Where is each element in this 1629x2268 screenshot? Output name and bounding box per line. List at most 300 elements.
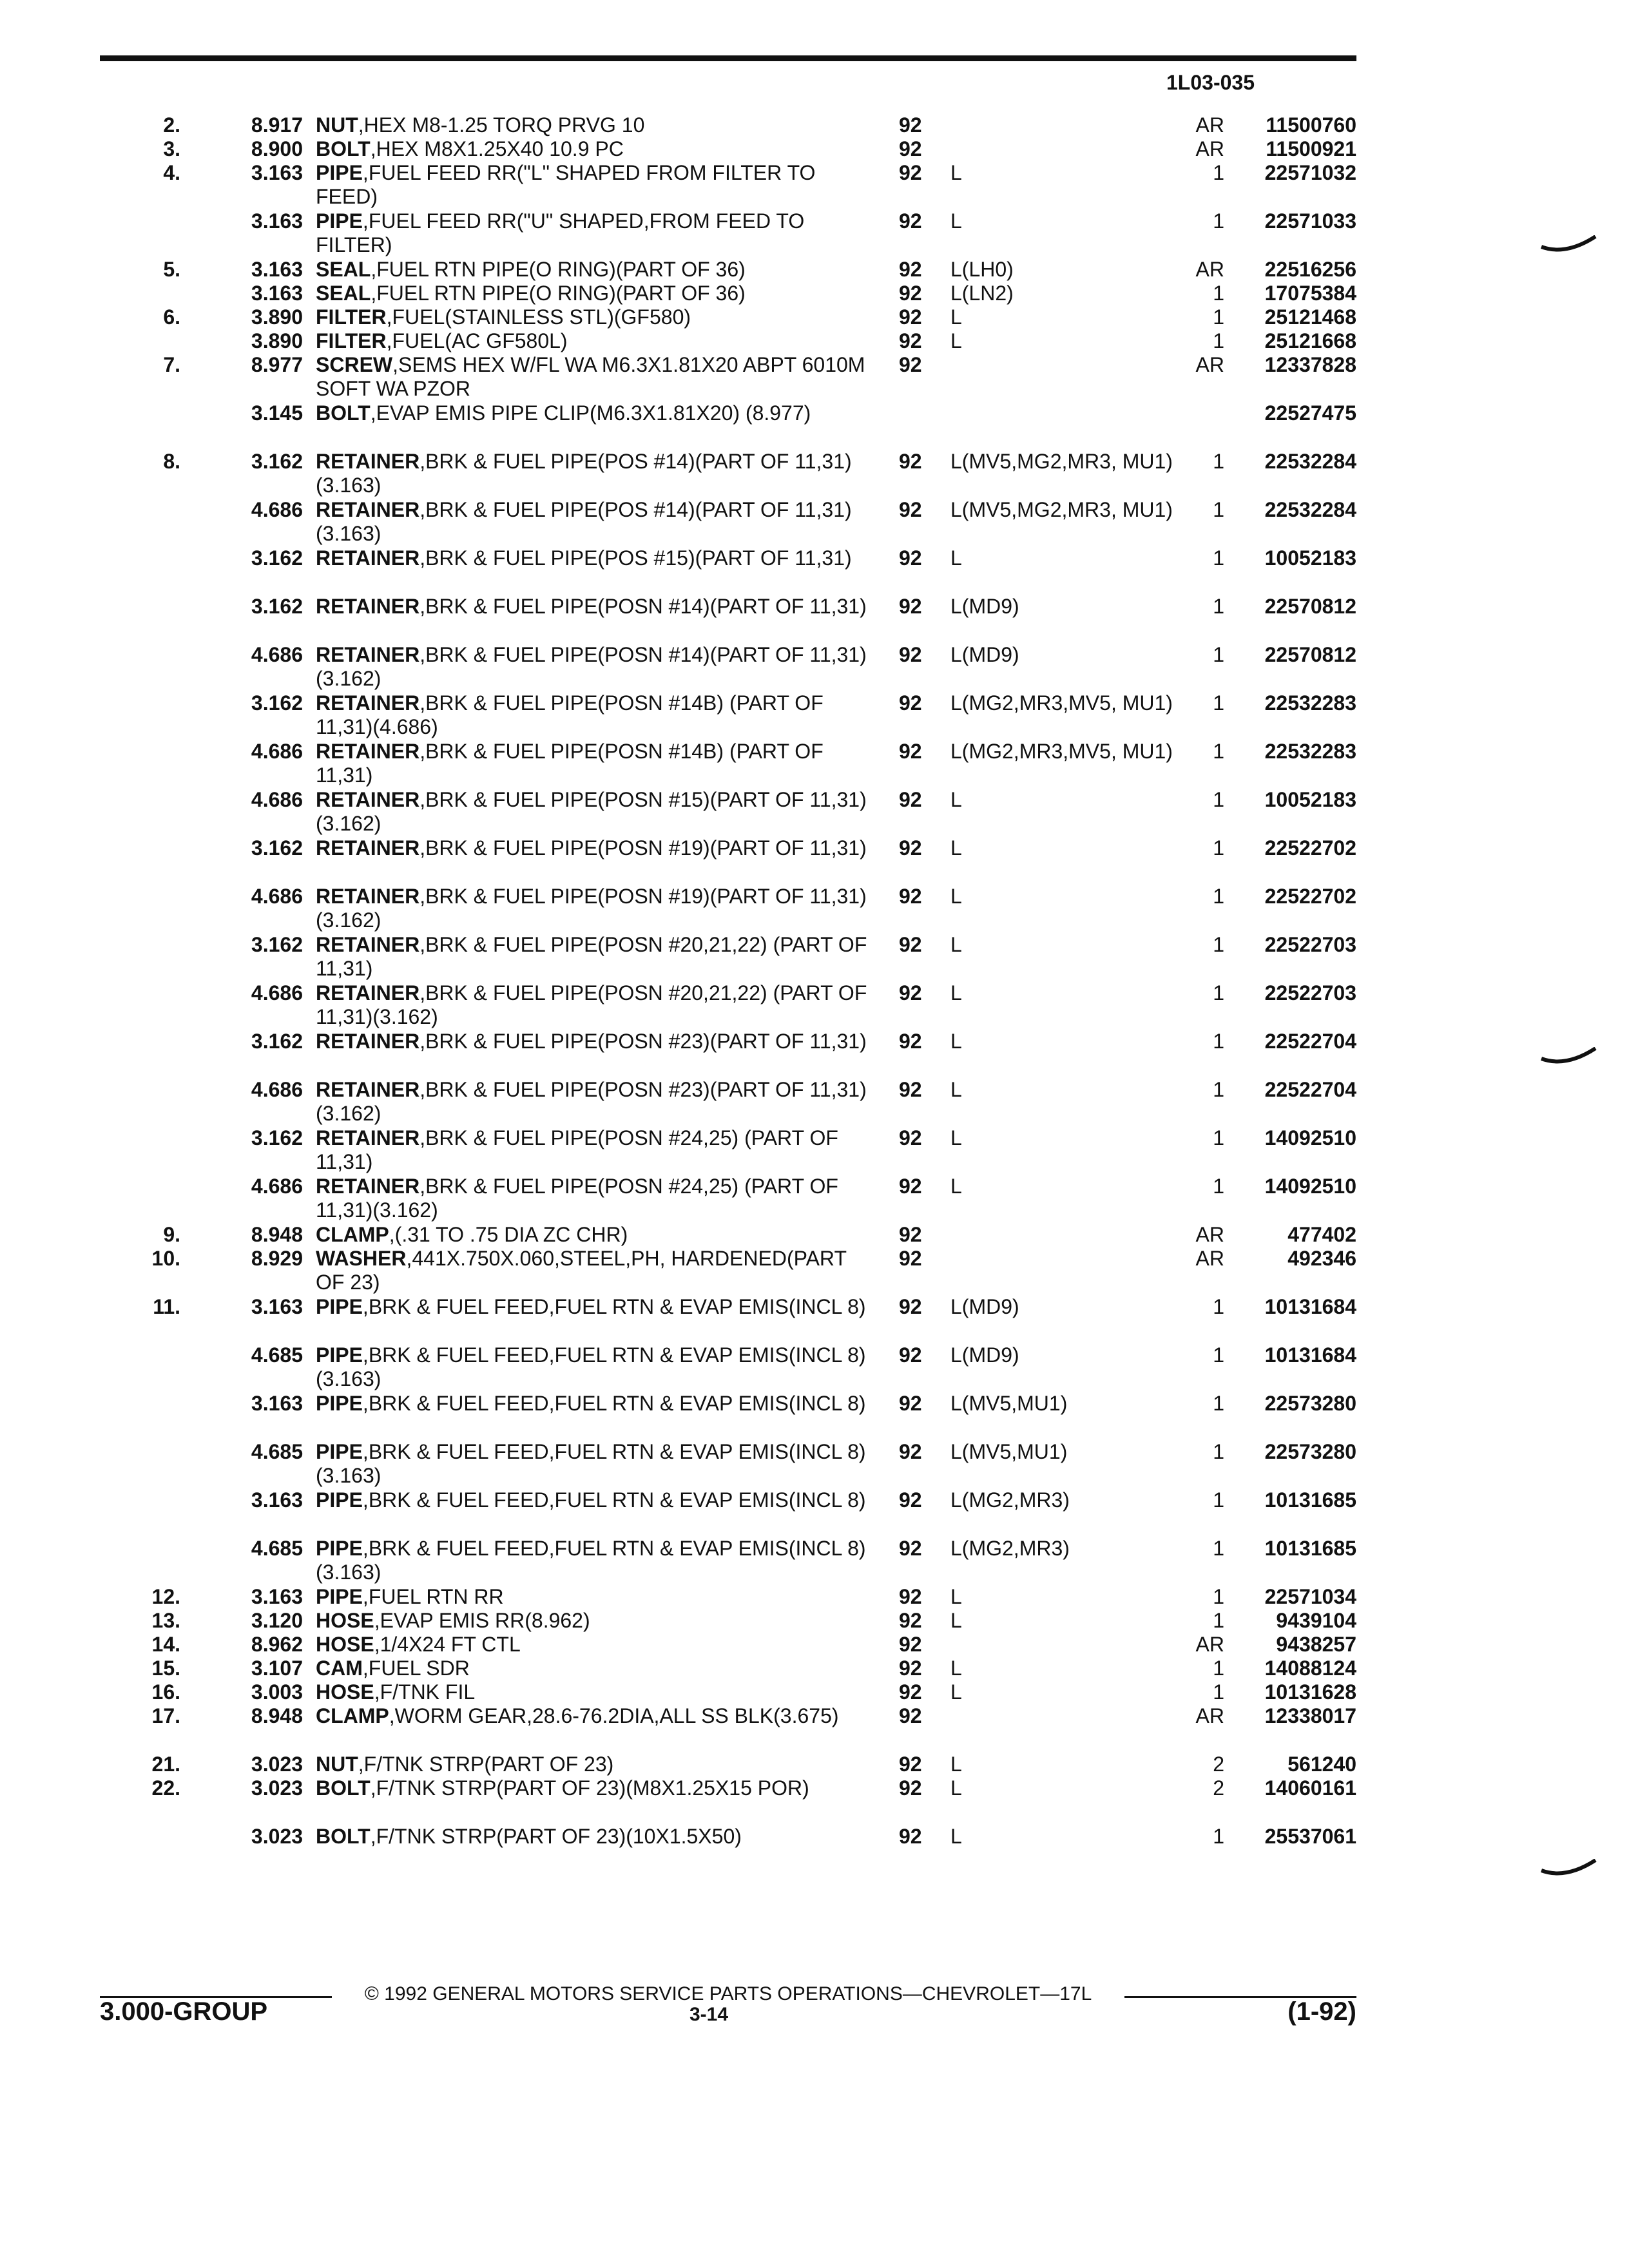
part-name: WASHER (316, 1247, 407, 1270)
model-year: 92 (899, 1680, 922, 1704)
part-number: 22570812 (1264, 643, 1356, 666)
part-detail: ,FUEL(AC GF580L) (386, 329, 568, 352)
quantity: 1 (1213, 643, 1224, 666)
quantity: 1 (1213, 282, 1224, 305)
page-code: 1L03-035 (1166, 71, 1255, 94)
part-name: PIPE (316, 1343, 363, 1367)
quantity: 1 (1213, 1825, 1224, 1848)
group-number: 3.107 (251, 1657, 303, 1680)
part-number: 10052183 (1264, 546, 1356, 570)
quantity: 1 (1213, 546, 1224, 570)
usage-code: L(MV5,MG2,MR3, MU1) (950, 450, 1173, 473)
quantity: 1 (1213, 498, 1224, 521)
part-number: 22532283 (1264, 691, 1356, 715)
part-number: 22522704 (1264, 1030, 1356, 1053)
model-year: 92 (899, 1825, 922, 1848)
usage-code: L(MV5,MU1) (950, 1440, 1068, 1463)
part-name: NUT (316, 113, 358, 137)
group-number: 4.686 (251, 740, 303, 763)
table-row (0, 885, 1629, 933)
model-year: 92 (899, 546, 922, 570)
binder-hole-mark-icon (1540, 1047, 1598, 1073)
part-number: 12338017 (1264, 1704, 1356, 1727)
table-row (0, 1633, 1629, 1657)
group-number: 8.900 (251, 137, 303, 160)
part-number: 22532284 (1264, 498, 1356, 521)
table-row (0, 836, 1629, 885)
part-detail: ,BRK & FUEL FEED,FUEL RTN & EVAP EMIS(INCL 8)(3.163) (316, 1440, 866, 1487)
group-number: 8.977 (251, 353, 303, 376)
part-detail: ,BRK & FUEL PIPE(POS #14)(PART OF 11,31)(3.163) (316, 450, 852, 497)
group-label: 3.000-GROUP (100, 1997, 268, 2026)
part-detail: ,FUEL(STAINLESS STL)(GF580) (386, 305, 691, 329)
model-year: 92 (899, 1585, 922, 1608)
usage-code: L (950, 1609, 962, 1632)
part-name: PIPE (316, 1295, 363, 1318)
part-detail: ,FUEL FEED RR("U" SHAPED,FROM FEED TO FILTER) (316, 209, 805, 256)
table-row (0, 401, 1629, 450)
model-year: 92 (899, 1175, 922, 1198)
model-year: 92 (899, 1440, 922, 1463)
part-name: RETAINER (316, 498, 420, 521)
top-rule (100, 55, 1356, 61)
group-number: 3.023 (251, 1776, 303, 1800)
group-number: 3.163 (251, 209, 303, 233)
model-year: 92 (899, 282, 922, 305)
quantity: 1 (1213, 1175, 1224, 1198)
quantity: AR (1195, 258, 1224, 281)
usage-code: L (950, 1078, 962, 1101)
part-detail: ,HEX M8-1.25 TORQ PRVG 10 (358, 113, 645, 137)
part-detail: ,BRK & FUEL PIPE(POSN #14)(PART OF 11,31) (419, 595, 867, 618)
table-row (0, 1295, 1629, 1343)
model-year: 92 (899, 353, 922, 376)
group-number: 3.162 (251, 933, 303, 956)
part-name: SCREW (316, 353, 393, 376)
part-description (316, 1175, 870, 1222)
part-name: BOLT (316, 1776, 371, 1800)
table-row (0, 1776, 1629, 1825)
group-number: 3.145 (251, 401, 303, 425)
part-detail: ,BRK & FUEL PIPE(POS #14)(PART OF 11,31)(3.163) (316, 498, 852, 545)
part-description (316, 643, 870, 691)
group-number: 3.163 (251, 1392, 303, 1415)
part-description (316, 450, 870, 497)
group-number: 8.948 (251, 1223, 303, 1246)
part-detail: ,F/TNK STRP(PART OF 23)(M8X1.25X15 POR) (370, 1776, 809, 1800)
quantity: 1 (1213, 885, 1224, 908)
group-number: 3.023 (251, 1753, 303, 1776)
part-name: HOSE (316, 1680, 374, 1704)
part-description (316, 885, 870, 932)
part-number: 14060161 (1264, 1776, 1356, 1800)
part-description (316, 1753, 870, 1776)
model-year: 92 (899, 1223, 922, 1246)
usage-code: L (950, 209, 962, 233)
part-description (316, 1392, 870, 1416)
table-row (0, 450, 1629, 498)
table-row (0, 546, 1629, 595)
usage-code: L (950, 1030, 962, 1053)
part-detail: ,BRK & FUEL PIPE(POSN #19)(PART OF 11,31)(3.162) (316, 885, 867, 932)
part-detail: ,BRK & FUEL FEED,FUEL RTN & EVAP EMIS(INCL 8)(3.163) (316, 1343, 866, 1390)
model-year: 92 (899, 1126, 922, 1149)
part-number: 25537061 (1264, 1825, 1356, 1848)
part-detail: ,F/TNK STRP(PART OF 23) (358, 1753, 614, 1776)
quantity: 1 (1213, 740, 1224, 763)
part-number: 22571034 (1264, 1585, 1356, 1608)
model-year: 92 (899, 305, 922, 329)
part-detail: ,(.31 TO .75 DIA ZC CHR) (389, 1223, 628, 1246)
quantity: 1 (1213, 1030, 1224, 1053)
part-number: 22522703 (1264, 981, 1356, 1004)
part-number: 25121468 (1264, 305, 1356, 329)
table-row (0, 1537, 1629, 1585)
part-detail: ,BRK & FUEL PIPE(POSN #23)(PART OF 11,31) (419, 1030, 867, 1053)
part-description (316, 161, 870, 209)
part-description (316, 740, 870, 787)
group-number: 4.685 (251, 1343, 303, 1367)
part-name: RETAINER (316, 1078, 420, 1101)
usage-code: L(MD9) (950, 1295, 1019, 1318)
item-number: 8. (163, 450, 180, 473)
model-year: 92 (899, 1488, 922, 1512)
part-detail: ,F/TNK FIL (374, 1680, 476, 1704)
part-detail: ,BRK & FUEL PIPE(POSN #14)(PART OF 11,31)(3.162) (316, 643, 867, 690)
part-description (316, 1585, 870, 1609)
page-number: 3-14 (689, 2004, 729, 2025)
usage-code: L(MD9) (950, 1343, 1019, 1367)
group-number: 3.163 (251, 1488, 303, 1512)
group-number: 4.686 (251, 643, 303, 666)
part-name: RETAINER (316, 1126, 420, 1149)
group-number: 3.162 (251, 450, 303, 473)
part-number: 22522702 (1264, 885, 1356, 908)
item-number: 13. (151, 1609, 180, 1632)
item-number: 11. (153, 1295, 180, 1318)
group-number: 4.686 (251, 885, 303, 908)
copyright-notice: © 1992 GENERAL MOTORS SERVICE PARTS OPERATIONS—CHEVROLET—17L (364, 1983, 1092, 2004)
part-description (316, 401, 870, 425)
part-name: RETAINER (316, 643, 420, 666)
table-row (0, 1126, 1629, 1175)
part-detail: ,WORM GEAR,28.6-76.2DIA,ALL SS BLK(3.675) (389, 1704, 839, 1727)
part-name: RETAINER (316, 546, 420, 570)
part-number: 22527475 (1264, 401, 1356, 425)
model-year: 92 (899, 258, 922, 281)
table-row (0, 329, 1629, 353)
part-number: 10052183 (1264, 788, 1356, 811)
part-description (316, 1295, 870, 1319)
group-number: 4.686 (251, 1078, 303, 1101)
usage-code: L (950, 329, 962, 352)
model-year: 92 (899, 1609, 922, 1632)
part-description (316, 137, 870, 161)
part-description (316, 498, 870, 546)
part-description (316, 546, 870, 570)
part-name: NUT (316, 1753, 358, 1776)
revision-date: (1-92) (1287, 1997, 1356, 2026)
part-description (316, 113, 870, 137)
quantity: 1 (1213, 329, 1224, 352)
item-number: 7. (163, 353, 180, 376)
part-number: 561240 (1287, 1753, 1356, 1776)
part-number: 14088124 (1264, 1657, 1356, 1680)
usage-code: L (950, 1585, 962, 1608)
part-detail: ,F/TNK STRP(PART OF 23)(10X1.5X50) (370, 1825, 742, 1848)
part-number: 477402 (1287, 1223, 1356, 1246)
part-description (316, 981, 870, 1029)
usage-code: L(MG2,MR3,MV5, MU1) (950, 740, 1173, 763)
usage-code: L(MG2,MR3) (950, 1537, 1070, 1560)
usage-code: L (950, 1776, 962, 1800)
model-year: 92 (899, 1704, 922, 1727)
usage-code: L(MD9) (950, 643, 1019, 666)
table-row (0, 933, 1629, 981)
part-description (316, 1825, 870, 1849)
model-year: 92 (899, 788, 922, 811)
group-number: 3.162 (251, 1126, 303, 1149)
usage-code: L (950, 1126, 962, 1149)
part-name: RETAINER (316, 1030, 420, 1053)
table-row (0, 1825, 1629, 1849)
part-description (316, 353, 870, 401)
model-year: 92 (899, 1537, 922, 1560)
table-row (0, 1440, 1629, 1488)
usage-code: L (950, 305, 962, 329)
group-number: 3.890 (251, 329, 303, 352)
part-name: PIPE (316, 1585, 363, 1608)
part-detail: ,BRK & FUEL PIPE(POSN #20,21,22) (PART OF 11,31)(3.162) (316, 981, 867, 1028)
part-description (316, 1609, 870, 1633)
item-number: 6. (163, 305, 180, 329)
group-number: 3.023 (251, 1825, 303, 1848)
group-number: 3.163 (251, 282, 303, 305)
model-year: 92 (899, 1343, 922, 1367)
part-name: BOLT (316, 401, 371, 425)
quantity: 1 (1213, 1295, 1224, 1318)
part-description (316, 1537, 870, 1584)
part-name: BOLT (316, 1825, 371, 1848)
part-description (316, 1776, 870, 1800)
part-name: BOLT (316, 137, 371, 160)
part-number: 22522704 (1264, 1078, 1356, 1101)
model-year: 92 (899, 450, 922, 473)
part-name: RETAINER (316, 836, 420, 860)
part-detail: ,BRK & FUEL PIPE(POSN #15)(PART OF 11,31)(3.162) (316, 788, 867, 835)
part-name: RETAINER (316, 1175, 420, 1198)
quantity: 1 (1213, 1392, 1224, 1415)
usage-code: L (950, 1657, 962, 1680)
table-row (0, 353, 1629, 401)
part-description (316, 209, 870, 257)
part-description (316, 1633, 870, 1657)
group-number: 3.120 (251, 1609, 303, 1632)
table-row (0, 1392, 1629, 1440)
quantity: 1 (1213, 1126, 1224, 1149)
model-year: 92 (899, 933, 922, 956)
model-year: 92 (899, 498, 922, 521)
model-year: 92 (899, 329, 922, 352)
model-year: 92 (899, 1078, 922, 1101)
item-number: 9. (163, 1223, 180, 1246)
item-number: 2. (163, 113, 180, 137)
part-number: 10131684 (1264, 1295, 1356, 1318)
item-number: 5. (163, 258, 180, 281)
table-row (0, 1704, 1629, 1753)
part-name: PIPE (316, 209, 363, 233)
table-row (0, 209, 1629, 258)
part-number: 9439104 (1276, 1609, 1356, 1632)
part-detail: ,HEX M8X1.25X40 10.9 PC (370, 137, 624, 160)
model-year: 92 (899, 1392, 922, 1415)
part-number: 9438257 (1276, 1633, 1356, 1656)
usage-code: L(MG2,MR3,MV5, MU1) (950, 691, 1173, 715)
part-name: CAM (316, 1657, 363, 1680)
part-description (316, 1247, 870, 1294)
part-description (316, 595, 870, 619)
part-number: 22571032 (1264, 161, 1356, 184)
quantity: 1 (1213, 933, 1224, 956)
item-number: 15. (151, 1657, 180, 1680)
group-number: 3.163 (251, 258, 303, 281)
item-number: 14. (151, 1633, 180, 1656)
table-row (0, 1175, 1629, 1223)
table-row (0, 740, 1629, 788)
item-number: 21. (151, 1753, 180, 1776)
part-name: CLAMP (316, 1704, 389, 1727)
usage-code: L (950, 1753, 962, 1776)
part-name: PIPE (316, 1392, 363, 1415)
usage-code: L (950, 788, 962, 811)
part-name: SEAL (316, 282, 371, 305)
part-name: RETAINER (316, 788, 420, 811)
table-row (0, 282, 1629, 305)
part-description (316, 282, 870, 305)
table-row (0, 788, 1629, 836)
part-number: 17075384 (1264, 282, 1356, 305)
table-row (0, 258, 1629, 282)
quantity: 1 (1213, 788, 1224, 811)
usage-code: L(MD9) (950, 595, 1019, 618)
part-name: RETAINER (316, 981, 420, 1004)
part-number: 22570812 (1264, 595, 1356, 618)
usage-code: L (950, 1175, 962, 1198)
group-number: 8.962 (251, 1633, 303, 1656)
part-description (316, 1704, 870, 1728)
quantity: AR (1195, 353, 1224, 376)
part-description (316, 329, 870, 353)
table-row (0, 1680, 1629, 1704)
table-row (0, 1343, 1629, 1392)
part-description (316, 1343, 870, 1391)
table-row (0, 691, 1629, 740)
table-row (0, 1585, 1629, 1609)
part-number: 25121668 (1264, 329, 1356, 352)
quantity: 1 (1213, 691, 1224, 715)
usage-code: L (950, 933, 962, 956)
group-number: 8.929 (251, 1247, 303, 1270)
part-name: RETAINER (316, 885, 420, 908)
group-number: 8.917 (251, 113, 303, 137)
part-number: 11500921 (1266, 137, 1356, 160)
usage-code: L (950, 1680, 962, 1704)
part-number: 14092510 (1264, 1175, 1356, 1198)
quantity: 1 (1213, 1537, 1224, 1560)
part-detail: ,EVAP EMIS PIPE CLIP(M6.3X1.81X20) (8.977) (370, 401, 811, 425)
usage-code: L (950, 836, 962, 860)
part-description (316, 1657, 870, 1680)
part-name: RETAINER (316, 595, 420, 618)
model-year: 92 (899, 643, 922, 666)
part-number: 22516256 (1264, 258, 1356, 281)
part-detail: ,441X.750X.060,STEEL,PH, HARDENED(PART OF 23) (316, 1247, 847, 1294)
part-detail: ,BRK & FUEL PIPE(POSN #14B) (PART OF 11,31) (316, 740, 824, 787)
part-description (316, 933, 870, 981)
part-name: PIPE (316, 1488, 363, 1512)
item-number: 16. (151, 1680, 180, 1704)
quantity: 1 (1213, 1343, 1224, 1367)
part-number: 10131628 (1264, 1680, 1356, 1704)
model-year: 92 (899, 691, 922, 715)
table-row (0, 1753, 1629, 1776)
part-detail: ,BRK & FUEL PIPE(POSN #24,25) (PART OF 11,31)(3.162) (316, 1175, 838, 1222)
item-number: 22. (151, 1776, 180, 1800)
table-row (0, 643, 1629, 691)
item-number: 3. (163, 137, 180, 160)
quantity: 1 (1213, 450, 1224, 473)
part-detail: ,FUEL RTN PIPE(O RING)(PART OF 36) (371, 282, 746, 305)
part-number: 22573280 (1264, 1440, 1356, 1463)
usage-code: L(LH0) (950, 258, 1014, 281)
quantity: 1 (1213, 161, 1224, 184)
quantity: AR (1195, 137, 1224, 160)
part-number: 22532283 (1264, 740, 1356, 763)
part-number: 14092510 (1264, 1126, 1356, 1149)
quantity: 1 (1213, 1440, 1224, 1463)
quantity: 1 (1213, 595, 1224, 618)
model-year: 92 (899, 1657, 922, 1680)
group-number: 3.162 (251, 595, 303, 618)
model-year: 92 (899, 1753, 922, 1776)
model-year: 92 (899, 836, 922, 860)
table-row (0, 161, 1629, 209)
item-number: 4. (163, 161, 180, 184)
group-number: 8.948 (251, 1704, 303, 1727)
quantity: 2 (1213, 1776, 1224, 1800)
usage-code: L(LN2) (950, 282, 1014, 305)
part-description (316, 1126, 870, 1174)
part-name: SEAL (316, 258, 371, 281)
group-number: 4.686 (251, 498, 303, 521)
group-number: 4.685 (251, 1537, 303, 1560)
part-number: 492346 (1287, 1247, 1356, 1270)
group-number: 3.163 (251, 161, 303, 184)
quantity: AR (1195, 1633, 1224, 1656)
group-number: 3.162 (251, 1030, 303, 1053)
table-row (0, 1078, 1629, 1126)
binder-hole-mark-icon (1540, 1859, 1598, 1885)
quantity: 1 (1213, 1657, 1224, 1680)
table-row (0, 981, 1629, 1030)
model-year: 92 (899, 1633, 922, 1656)
part-name: PIPE (316, 161, 363, 184)
quantity: AR (1195, 1247, 1224, 1270)
quantity: 1 (1213, 305, 1224, 329)
parts-list (0, 113, 1629, 1849)
part-number: 22522703 (1264, 933, 1356, 956)
part-detail: ,FUEL SDR (362, 1657, 470, 1680)
